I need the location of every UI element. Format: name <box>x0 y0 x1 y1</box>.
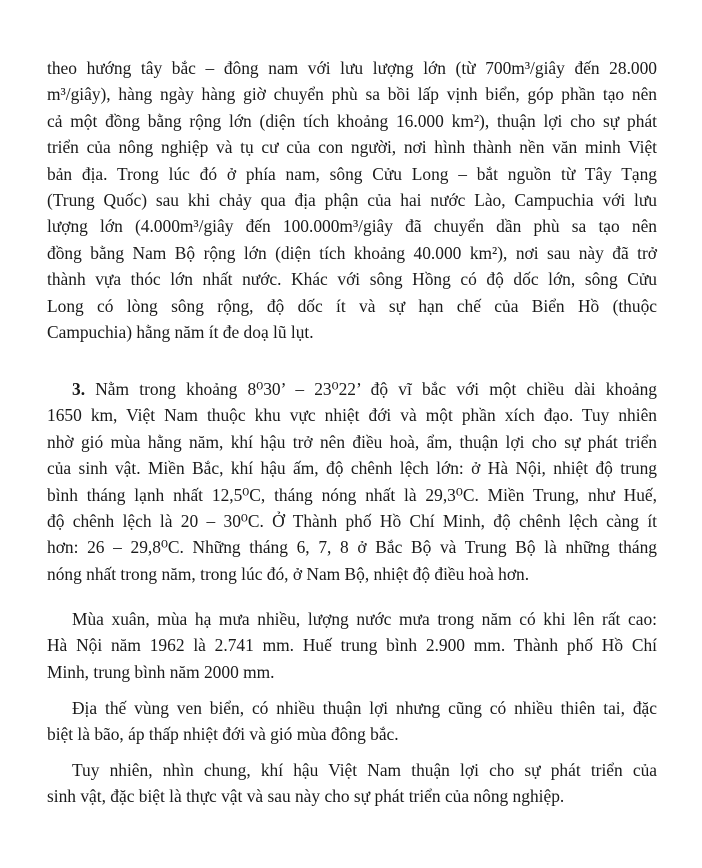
text-line: 1650 km, Việt Nam thuộc khu vực nhiệt đới và một phần xích đạo. Tuy nhiên <box>47 405 657 426</box>
text-line: (Trung Quốc) sau khi chảy qua địa phận của hai nước Lào, Campuchia với lưu <box>47 189 657 210</box>
text-line: hơn: 26 – 29,8⁰C. Những tháng 6, 7, 8 ở Bắc Bộ và Trung Bộ là những tháng <box>47 537 657 558</box>
paragraph-rivers <box>47 55 657 345</box>
section-3-climate <box>47 376 657 587</box>
text-line: Long có lòng sông rộng, độ dốc ít và sự hạn chế của Biển Hồ (thuộc <box>47 295 657 316</box>
text-line: Địa thế vùng ven biển, có nhiều thuận lợi nhưng cũng có nhiều thiên tai, đặc <box>72 698 657 718</box>
paragraph-rainfall <box>47 606 657 685</box>
text-line: triển của nông nghiệp và tụ cư của con người, nơi hình thành nền văn minh Việt <box>47 137 657 158</box>
text-line: nóng nhất trong năm, trong lúc đó, ở Nam Bộ, nhiệt độ điều hoà hơn. <box>47 563 530 584</box>
paragraph-conclusion <box>47 757 657 810</box>
text-line: Campuchia) hằng năm ít đe doạ lũ lụt. <box>47 321 314 342</box>
text-line: Tuy nhiên, nhìn chung, khí hậu Việt Nam thuận lợi cho sự phát triển của <box>72 760 657 780</box>
text-line: Mùa xuân, mùa hạ mưa nhiều, lượng nước mưa trong năm có khi lên rất cao: <box>72 609 657 629</box>
section-first-line <box>47 376 657 402</box>
section-first-line-text: Nằm trong khoảng 8⁰30’ – 23⁰22’ độ vĩ bắc với một chiều dài khoảng <box>85 379 657 399</box>
text-line: bình tháng lạnh nhất 12,5⁰C, tháng nóng nhất là 29,3⁰C. Miền Trung, như Huế, <box>47 484 657 505</box>
text-line: Minh, trung bình năm 2000 mm. <box>47 661 275 682</box>
section-number: 3. <box>72 379 86 399</box>
text-line: đồng bằng Nam Bộ rộng lớn (diện tích khoảng 40.000 km²), nơi sau này đã trở <box>47 242 657 263</box>
text-line: sinh vật, đặc biệt là thực vật và sau này cho sự phát triển của nông nghiệp. <box>47 786 565 807</box>
text-line: cả một đồng bằng rộng lớn (diện tích khoảng 16.000 km²), thuận lợi cho sự phát <box>47 110 657 131</box>
text-line: lượng lớn (4.000m³/giây đến 100.000m³/giây đã chuyển dần phù sa tạo nên <box>47 216 657 237</box>
text-line: biệt là bão, áp thấp nhiệt đới và gió mùa đông bắc. <box>47 724 399 745</box>
text-line: bản địa. Trong lúc đó ở phía nam, sông Cửu Long – bắt nguồn từ Tây Tạng <box>47 163 657 184</box>
text-line: của sinh vật. Miền Bắc, khí hậu ấm, độ chênh lệch lớn: ở Hà Nội, nhiệt độ trung <box>47 458 657 479</box>
paragraph-coast <box>47 695 657 748</box>
text-line: theo hướng tây bắc – đông nam với lưu lượng lớn (từ 700m³/giây đến 28.000 <box>47 58 657 78</box>
text-line: thành vựa thóc lớn nhất nước. Khác với sông Hồng có độ dốc lớn, sông Cửu <box>47 269 657 290</box>
text-line: m³/giây), hàng ngày hàng giờ chuyển phù sa bồi lấp vịnh biển, góp phần tạo nên <box>47 84 657 105</box>
text-line: Hà Nội năm 1962 là 2.741 mm. Huế trung bình 2.900 mm. Thành phố Hồ Chí <box>47 635 657 656</box>
text-line: độ chênh lệch là 20 – 30⁰C. Ở Thành phố Hồ Chí Minh, độ chênh lệch càng ít <box>47 510 657 531</box>
text-line: nhờ gió mùa hằng năm, khí hậu trở nên điều hoà, ẩm, thuận lợi cho sự phát triển <box>47 431 657 452</box>
